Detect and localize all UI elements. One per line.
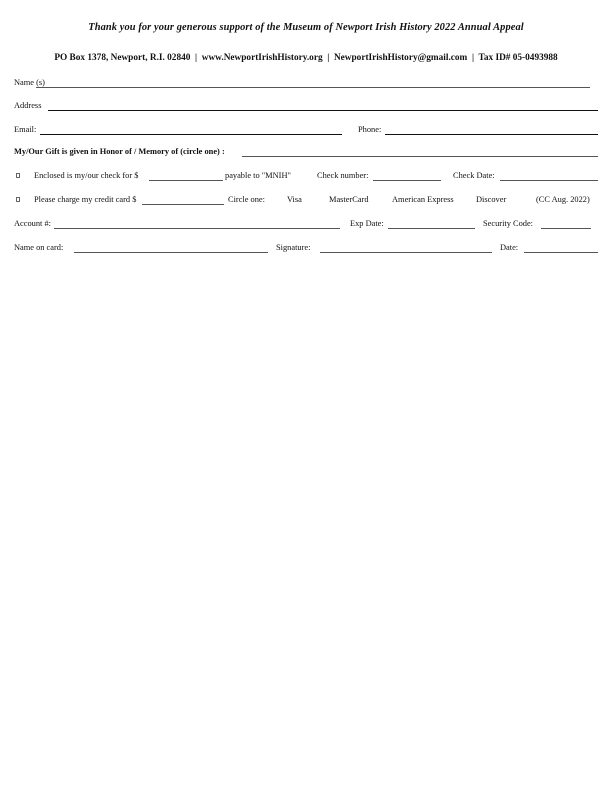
charge-amount-field[interactable] [142,204,224,205]
name-field[interactable] [36,87,590,88]
page-title: Thank you for your generous support of the Museum of Newport Irish History 2022 Annual Appeal [88,22,524,33]
check-row [14,171,598,185]
circle-one-label: Circle one: [228,195,265,204]
charge-label: Please charge my credit card $ [34,195,137,204]
account-field[interactable] [54,228,340,229]
payable-label: payable to "MNIH" [225,171,291,180]
credit-card-row [14,195,598,209]
date-field[interactable] [524,252,598,253]
name-on-card-field[interactable] [74,252,268,253]
credit-card-checkbox[interactable] [16,197,20,202]
check-amount-field[interactable] [149,180,223,181]
honor-row [14,147,598,161]
phone-label: Phone: [358,125,382,134]
card-option-amex[interactable]: American Express [392,195,454,204]
check-date-field[interactable] [500,180,598,181]
signature-field[interactable] [320,252,492,253]
account-row [14,219,598,233]
check-checkbox[interactable] [16,173,20,178]
check-enclosed-label: Enclosed is my/our check for $ [34,171,139,180]
check-number-field[interactable] [373,180,441,181]
check-date-label: Check Date: [453,171,495,180]
honor-label: My/Our Gift is given in Honor of / Memory of (circle one) : [14,147,225,156]
email-phone-row [14,125,598,139]
security-code-field[interactable] [541,228,591,229]
exp-date-label: Exp Date: [350,219,384,228]
email-label: Email: [14,125,37,134]
name-row [14,78,598,92]
signature-label: Signature: [276,243,311,252]
address-field[interactable] [48,110,598,111]
name-on-card-label: Name on card: [14,243,64,252]
check-number-label: Check number: [317,171,369,180]
card-option-discover[interactable]: Discover [476,195,507,204]
honor-field[interactable] [242,156,598,157]
address-row [14,101,598,115]
exp-date-field[interactable] [388,228,475,229]
address-label: Address [14,101,42,110]
account-label: Account #: [14,219,51,228]
date-label: Date: [500,243,519,252]
security-code-label: Security Code: [483,219,534,228]
signature-row [14,243,598,257]
contact-info: PO Box 1378, Newport, R.I. 02840 | www.NewportIrishHistory.org | NewportIrishHistory@gmail.com | Tax ID# 05-0493988 [54,53,558,63]
card-option-mastercard[interactable]: MasterCard [329,195,369,204]
form-version-note: (CC Aug. 2022) [536,195,590,204]
name-label: Name (s) [14,78,45,87]
email-field[interactable] [40,134,342,135]
phone-field[interactable] [385,134,598,135]
card-option-visa[interactable]: Visa [287,195,302,204]
